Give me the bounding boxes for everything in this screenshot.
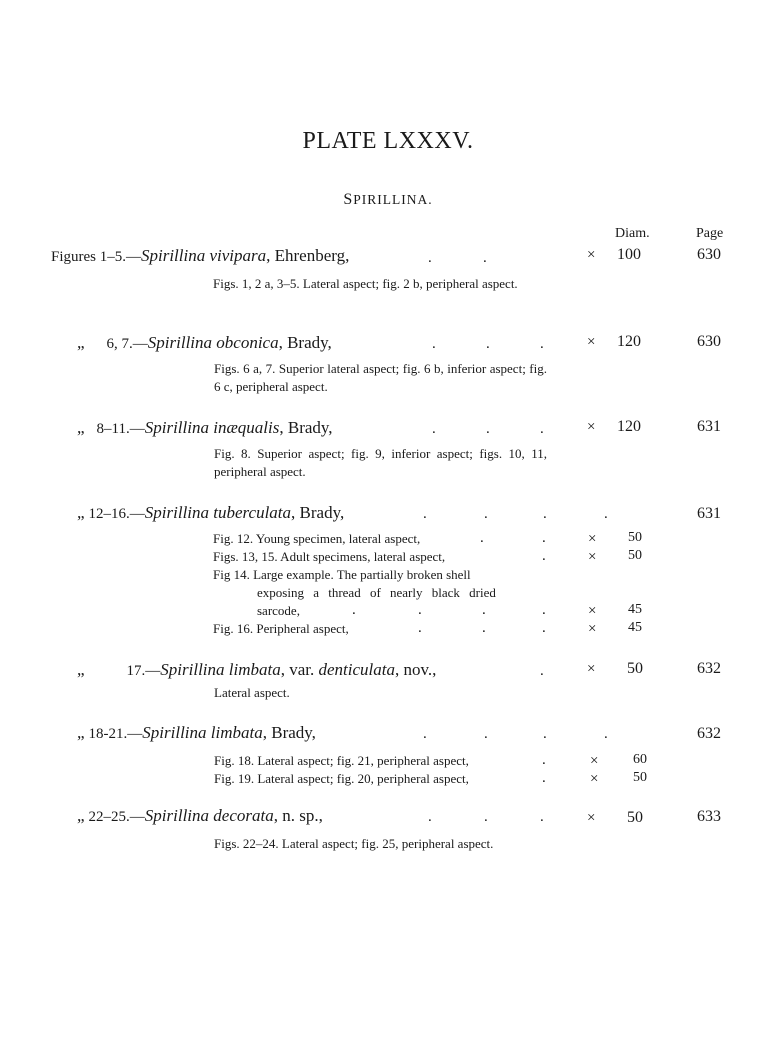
sub-description: Fig. 18. Lateral aspect; fig. 21, peripheral aspect, [214, 753, 469, 768]
leader-dot: . [542, 548, 546, 564]
leader-dot: . [423, 726, 427, 742]
diameter-value: 50 [628, 548, 642, 563]
diameter-value: 50 [627, 660, 643, 677]
diameter-value: 60 [633, 752, 647, 767]
sub-description: Fig 14. Large example. The partially broken shell [213, 567, 471, 582]
leader-dot: . [423, 506, 427, 522]
leader-dot: . [543, 506, 547, 522]
leader-dot: . [418, 602, 422, 618]
sub-description: Fig. 16. Peripheral aspect, [213, 621, 349, 636]
leader-dot: . [480, 530, 484, 546]
diameter-value: 45 [628, 620, 642, 635]
diameter-value: 100 [617, 246, 641, 263]
page-number: 632 [697, 660, 721, 677]
times-sign: × [590, 753, 599, 769]
leader-dot: . [542, 620, 546, 636]
entry-heading: „ 6, 7.—Spirillina obconica, Brady, [77, 333, 332, 352]
entry-heading: „ 17.—Spirillina limbata, var. denticulata, nov., [77, 660, 437, 679]
page-number: 630 [697, 333, 721, 350]
column-header-diam: Diam. [615, 226, 650, 241]
leader-dot: . [486, 336, 490, 352]
leader-dot: . [542, 770, 546, 786]
times-sign: × [588, 603, 597, 619]
leader-dot: . [352, 602, 356, 618]
times-sign: × [590, 771, 599, 787]
leader-dot: . [540, 421, 544, 437]
page-number: 630 [697, 246, 721, 263]
times-sign: × [587, 419, 596, 435]
entry-heading: „ 8–11.—Spirillina inæqualis, Brady, [77, 418, 333, 437]
leader-dot: . [542, 602, 546, 618]
diameter-value: 50 [633, 770, 647, 785]
leader-dot: . [432, 336, 436, 352]
leader-dot: . [542, 752, 546, 768]
genus-heading: SPIRILLINA. [343, 191, 433, 208]
sub-description: Figs. 13, 15. Adult specimens, lateral aspect, [213, 549, 446, 564]
leader-dot: . [542, 530, 546, 546]
sub-description: Fig. 12. Young specimen, lateral aspect, [213, 531, 421, 546]
leader-dot: . [484, 506, 488, 522]
times-sign: × [588, 549, 597, 565]
diameter-value: 50 [627, 809, 643, 826]
diameter-value: 120 [617, 333, 641, 350]
leader-dot: . [432, 421, 436, 437]
sub-description-continued: exposing a thread of nearly black dried [257, 585, 496, 600]
page-number: 631 [697, 505, 721, 522]
times-sign: × [587, 334, 596, 350]
leader-dot: . [604, 726, 608, 742]
figure-description: Figs. 1, 2 a, 3–5. Lateral aspect; fig. 2 b, peripheral aspect. [213, 276, 518, 291]
page-number: 631 [697, 418, 721, 435]
diameter-value: 120 [617, 418, 641, 435]
sub-description: Fig. 19. Lateral aspect; fig. 20, peripheral aspect, [214, 771, 469, 786]
leader-dot: . [484, 726, 488, 742]
leader-dot: . [418, 620, 422, 636]
page-number: 633 [697, 808, 721, 825]
entry-heading: „ 12–16.—Spirillina tuberculata, Brady, [77, 503, 345, 522]
times-sign: × [587, 247, 596, 263]
leader-dot: . [482, 620, 486, 636]
entry-heading: „ 22–25.—Spirillina decorata, n. sp., [77, 806, 323, 825]
times-sign: × [588, 531, 597, 547]
figure-description: Lateral aspect. [214, 685, 290, 700]
times-sign: × [587, 661, 596, 677]
sub-description-continued: sarcode, [257, 603, 300, 618]
leader-dot: . [543, 726, 547, 742]
entry-heading: „ 18-21.—Spirillina limbata, Brady, [77, 723, 316, 742]
leader-dot: . [428, 809, 432, 825]
leader-dot: . [428, 250, 432, 266]
leader-dot: . [540, 809, 544, 825]
leader-dot: . [486, 421, 490, 437]
leader-dot: . [540, 663, 544, 679]
leader-dot: . [483, 250, 487, 266]
leader-dot: . [484, 809, 488, 825]
times-sign: × [587, 810, 596, 826]
entry-heading: Figures 1–5.—Spirillina vivipara, Ehrenberg, [51, 246, 350, 265]
column-header-page: Page [696, 226, 724, 241]
figure-description: Figs. 6 a, 7. Superior lateral aspect; fig. 6 b, inferior aspect; fig. 6 c, peripheral aspect. [214, 361, 547, 394]
figure-description: Fig. 8. Superior aspect; fig. 9, inferior aspect; figs. 10, 11, peripheral aspect. [214, 446, 547, 479]
plate-title: PLATE LXXXV. [302, 128, 474, 154]
leader-dot: . [540, 336, 544, 352]
diameter-value: 45 [628, 602, 642, 617]
leader-dot: . [604, 506, 608, 522]
times-sign: × [588, 621, 597, 637]
page-number: 632 [697, 725, 721, 742]
leader-dot: . [482, 602, 486, 618]
figure-description: Figs. 22–24. Lateral aspect; fig. 25, peripheral aspect. [214, 836, 494, 851]
diameter-value: 50 [628, 530, 642, 545]
